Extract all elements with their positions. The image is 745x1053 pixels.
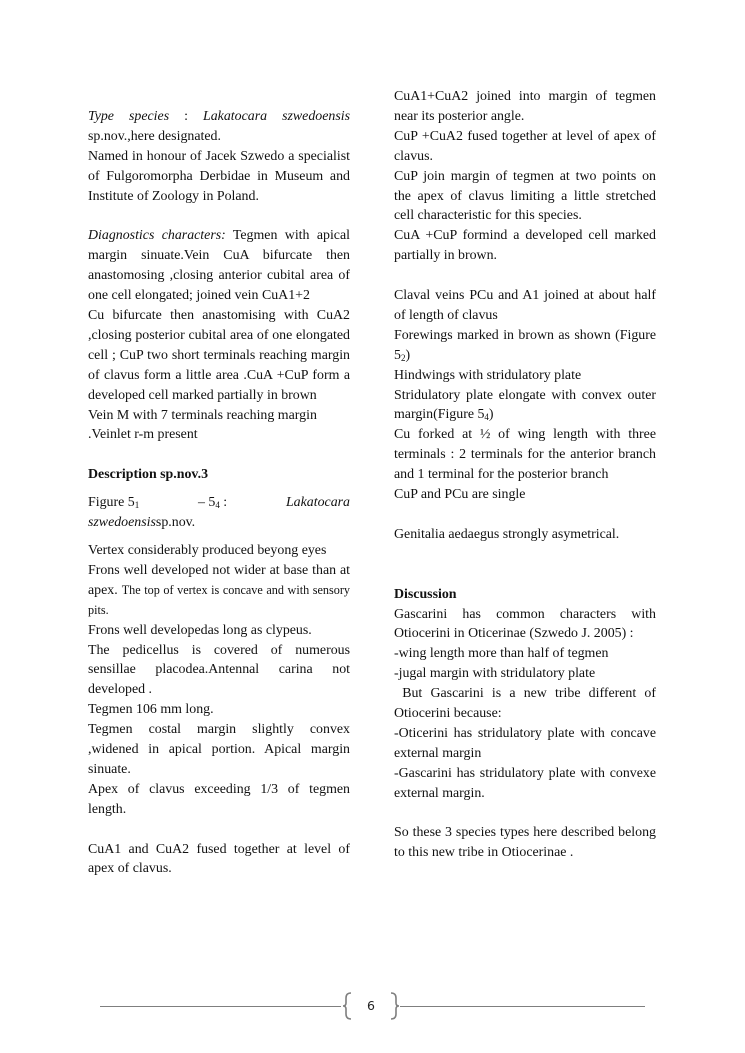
strid-sub: 4 — [484, 412, 489, 423]
frons-1-main: Frons well developed not wider at base than at apex. — [88, 562, 350, 598]
vertex: Vertex considerably produced beyong eyes — [88, 543, 327, 558]
cua-cup: CuA +CuP formind a developed cell marked partially in brown. — [394, 228, 656, 264]
diagnostics-text: Tegmen with apical margin sinuate.Vein CuA bifurcate then anastomosing ,closing anterior cubital area of one cell elongated; joined vein CuA1+2 — [88, 228, 350, 304]
left-brace-icon — [342, 992, 352, 1020]
type-species — [88, 107, 350, 147]
description-heading: Description sp.nov.3 — [88, 467, 209, 483]
figure-sub1: 1 — [134, 500, 140, 511]
vein-m: Vein M with 7 terminals reaching margin .Veinlet r-m present — [88, 407, 317, 443]
tegmen-costal: Tegmen costal margin slightly convex ,widened in apical portion. Apical margin sinuate. — [88, 722, 350, 777]
frons-1 — [88, 561, 350, 621]
claval-veins: Claval veins PCu and A1 joined at about half of length of clavus — [394, 288, 656, 323]
cup-join: CuP join margin of tegmen at two points on the apex of clavus limiting a little stretched cell characteristic for this species. — [394, 168, 656, 224]
frons-1-small: The top of vertex is concave and with sensory pits. — [88, 582, 350, 617]
cu-forked: Cu forked at ½ of wing length with three terminals : 2 terminals for the anterior branch and 1 terminal for the posterior branch — [394, 427, 656, 483]
apex-clavus: Apex of clavus exceeding 1/3 of tegmen length. — [88, 781, 350, 817]
page-number: 6 — [367, 998, 375, 1013]
named-in-honour: Named in honour of Jacek Szwedo a specialist of Fulgoromorpha Derbidae in Museum and Institute of Zoology in Poland. — [88, 148, 350, 204]
frons-2: Frons well developedas long as clypeus. — [88, 622, 312, 638]
figure-colon: : — [219, 495, 228, 511]
right-column — [394, 87, 660, 863]
tegmen-length: Tegmen 106 mm long. — [88, 702, 214, 718]
figure-species: szwedoensis — [88, 515, 156, 531]
strid-main: Stridulatory plate elongate with convex outer margin(Figure 5 — [394, 387, 656, 423]
page-footer — [100, 992, 645, 1022]
figure-range — [198, 493, 227, 513]
discussion-gascarini: -Gascarini has stridulatory plate with convexe external margin. — [394, 765, 656, 801]
figure-species-line — [88, 513, 350, 533]
right-brace-icon — [390, 992, 400, 1020]
figure-species-word: Lakatocara — [285, 495, 350, 511]
cup-pcu: CuP and PCu are single — [394, 487, 526, 503]
type-species-label: Type species — [88, 109, 170, 124]
cua-fused: CuA1 and CuA2 fused together at level of apex of clavus. — [88, 841, 350, 877]
figure-number — [88, 493, 139, 513]
figure-caption — [88, 493, 350, 513]
footer-rule-left — [100, 1006, 341, 1007]
figure-spnov: sp.nov. — [155, 515, 196, 531]
type-species-rest: sp.nov.,here designated. — [88, 128, 221, 144]
discussion-conclusion: So these 3 species types here described belong to this new tribe in Otiocerinae . — [394, 825, 656, 861]
diagnostics-label: Diagnostics characters: — [88, 228, 226, 244]
left-column — [88, 87, 350, 879]
discussion-intro: Gascarini has common characters with Otiocerini in Oticerinae (Szwedo J. 2005) : — [394, 606, 656, 642]
stridulatory-plate — [394, 386, 656, 426]
pedicellus: The pedicellus is covered of numerous sensillae placodea.Antennal carina not developed . — [88, 642, 350, 698]
figure-prefix: Figure 5 — [88, 495, 135, 511]
forewings-sub: 2 — [400, 352, 406, 363]
figure-dash: – 5 — [197, 495, 216, 511]
type-species-name: Lakatocara szwedoensis — [203, 109, 350, 124]
forewings-main: Forewings marked in brown as shown (Figure 5 — [394, 327, 656, 363]
footer-rule-right — [400, 1006, 645, 1007]
type-species-sep: : — [169, 109, 204, 124]
strid-end: ) — [488, 407, 494, 423]
discussion-oticerini: -Oticerini has stridulatory plate with concave external margin — [394, 725, 656, 761]
discussion-heading: Discussion — [394, 586, 457, 602]
discussion-jugal: -jugal margin with stridulatory plate — [394, 666, 596, 682]
figure-sub2: 4 — [215, 500, 220, 511]
genitalia: Genitalia aedaegus strongly asymetrical. — [394, 526, 620, 542]
cua-joined: CuA1+CuA2 joined into margin of tegmen near its posterior angle. — [394, 89, 656, 124]
forewings — [394, 326, 656, 366]
forewings-end: ) — [405, 347, 411, 363]
cup-fused: CuP +CuA2 fused together at level of apex of clavus. — [394, 128, 656, 164]
cu-bifurcate: Cu bifurcate then anastomising with CuA2 ,closing posterior cubital area of one elongated cell ; CuP two short terminals reaching margin of clavus form a little area .CuA +CuP form a developed cell marked partially in brown — [88, 308, 350, 403]
discussion-but: But Gascarini is a new tribe different of Otiocerini because: — [394, 686, 660, 722]
discussion-wing: -wing length more than half of tegmen — [394, 646, 609, 662]
hindwings: Hindwings with stridulatory plate — [394, 367, 582, 383]
diagnostics — [88, 226, 350, 306]
